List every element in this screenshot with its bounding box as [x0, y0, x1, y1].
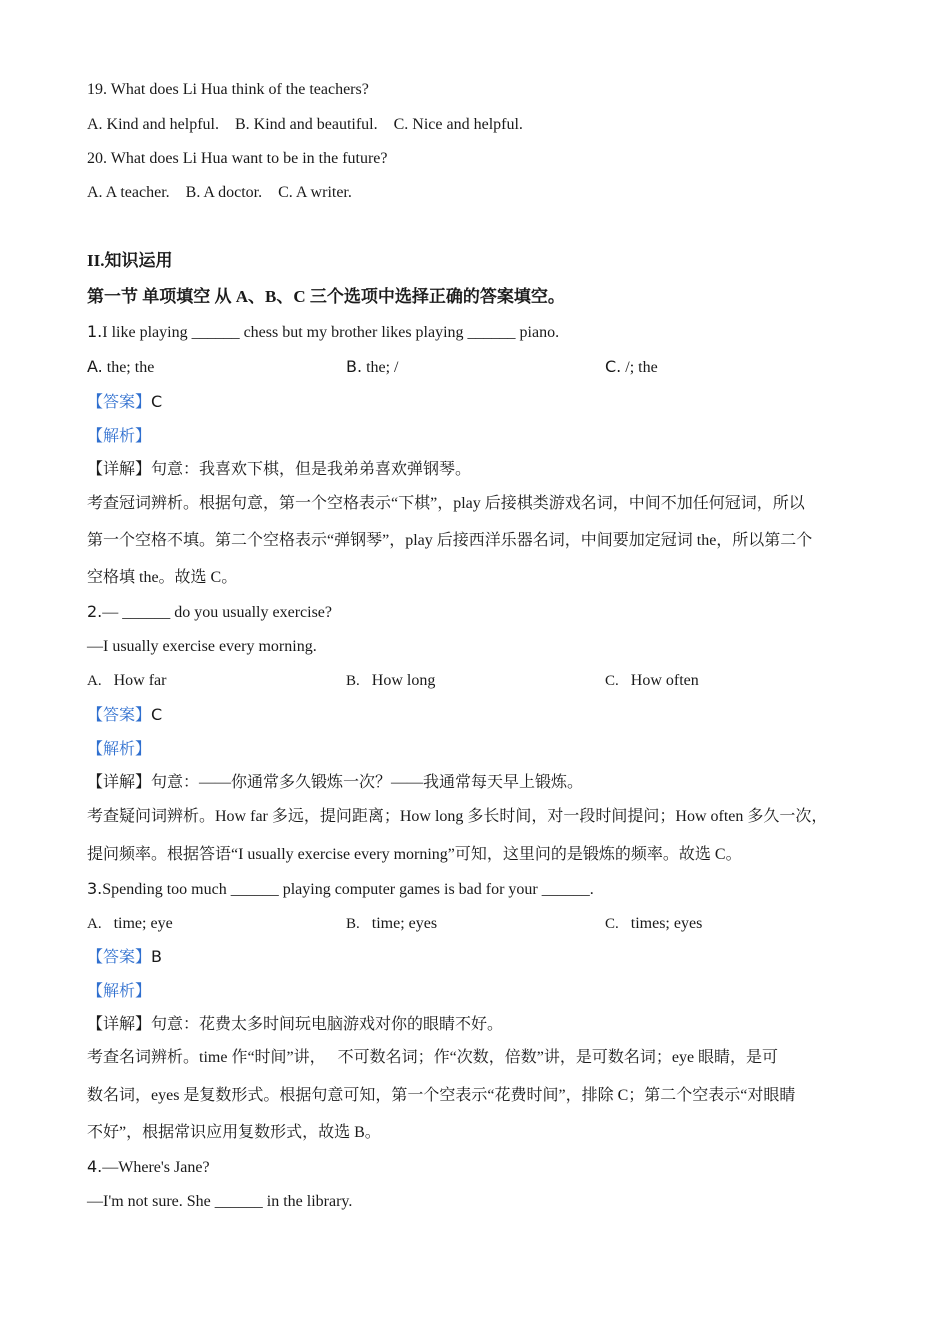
question-3: [87, 879, 594, 900]
question-number: 4.: [87, 1157, 103, 1176]
question-number: 3.: [87, 879, 103, 898]
question-text: — ______ do you usually exercise?: [102, 604, 332, 621]
explanation-line: 数名词，eyes 是复数形式。根据句意可知，第一个空表示“花费时间”，排除 C；第二个空表示“对眼睛: [87, 1087, 796, 1104]
answer-value: C: [151, 392, 163, 411]
question-2-response: —I usually exercise every morning.: [87, 638, 317, 655]
explanation-line: 【详解】句意：我喜欢下棋，但是我弟弟喜欢弹钢琴。: [87, 461, 472, 478]
explanation-line: 【详解】句意：花费太多时间玩电脑游戏对你的眼睛不好。: [87, 1016, 504, 1033]
option-b: B. time; eyes: [346, 915, 438, 932]
analysis-label: 【解析】: [87, 983, 152, 1000]
answer-value: C: [151, 705, 163, 724]
analysis-label: 【解析】: [87, 741, 152, 758]
explanation-line: 第一个空格不填。第二个空格表示“弹钢琴”，play 后接西洋乐器名词，中间要加定冠词 the，所以第二个: [87, 532, 813, 549]
explanation-line: 不好”，根据常识应用复数形式，故选 B。: [87, 1124, 381, 1141]
question-4-response: —I'm not sure. She ______ in the library.: [87, 1193, 353, 1210]
question-1: [87, 322, 559, 343]
option-a: A. How far: [87, 672, 167, 689]
explanation-line: 提问频率。根据答语“I usually exercise every morning”可知，这里问的是锻炼的频率。故选 C。: [87, 846, 742, 863]
option-a: A. the; the: [87, 357, 155, 376]
question-3-options: [87, 914, 867, 934]
answer-value: B: [151, 947, 162, 966]
answer-line: [87, 705, 162, 726]
question-2: [87, 602, 332, 623]
analysis-label: 【解析】: [87, 428, 152, 445]
question-text: —Where's Jane?: [102, 1159, 210, 1176]
question-19-options: A. Kind and helpful. B. Kind and beautiful. C. Nice and helpful.: [87, 116, 523, 133]
answer-label: 【答案】: [87, 707, 152, 724]
question-20-options: A. A teacher. B. A doctor. C. A writer.: [87, 184, 352, 201]
explanation-line: 空格填 the。故选 C。: [87, 569, 238, 586]
explanation-line: 考查名词辨析。time 作“时间”讲， 不可数名词；作“次数，倍数”讲，是可数名词；eye 眼睛，是可: [87, 1049, 779, 1066]
explanation-line: 考查疑问词辨析。How far 多远，提问距离；How long 多长时间，对一段时间提问；How often 多久一次，: [87, 808, 828, 825]
option-a: A. time; eye: [87, 915, 173, 932]
question-1-options: [87, 357, 867, 377]
answer-label: 【答案】: [87, 949, 152, 966]
option-b: B. How long: [346, 672, 436, 689]
option-b: B. the; /: [346, 357, 399, 376]
question-4: [87, 1157, 210, 1178]
question-2-options: [87, 671, 867, 691]
answer-label: 【答案】: [87, 394, 152, 411]
answer-line: [87, 947, 162, 968]
section-heading: II.知识运用: [87, 251, 173, 270]
explanation-line: 【详解】句意：——你通常多久锻炼一次？——我通常每天早上锻炼。: [87, 774, 584, 791]
section-subheading: 第一节 单项填空 从 A、B、C 三个选项中选择正确的答案填空。: [87, 287, 565, 306]
option-c: C. How often: [605, 672, 699, 689]
question-text: Spending too much ______ playing computer games is bad for your ______.: [102, 881, 594, 898]
question-number: 1.: [87, 322, 103, 341]
question-19: 19. What does Li Hua think of the teachers?: [87, 81, 369, 98]
question-number: 2.: [87, 602, 103, 621]
option-c: C. times; eyes: [605, 915, 703, 932]
option-c: C. /; the: [605, 357, 658, 376]
explanation-line: 考查冠词辨析。根据句意，第一个空格表示“下棋”，play 后接棋类游戏名词，中间不加任何冠词，所以: [87, 495, 805, 512]
question-text: I like playing ______ chess but my brother likes playing ______ piano.: [102, 324, 560, 341]
question-20: 20. What does Li Hua want to be in the future?: [87, 150, 388, 167]
answer-line: [87, 392, 162, 413]
